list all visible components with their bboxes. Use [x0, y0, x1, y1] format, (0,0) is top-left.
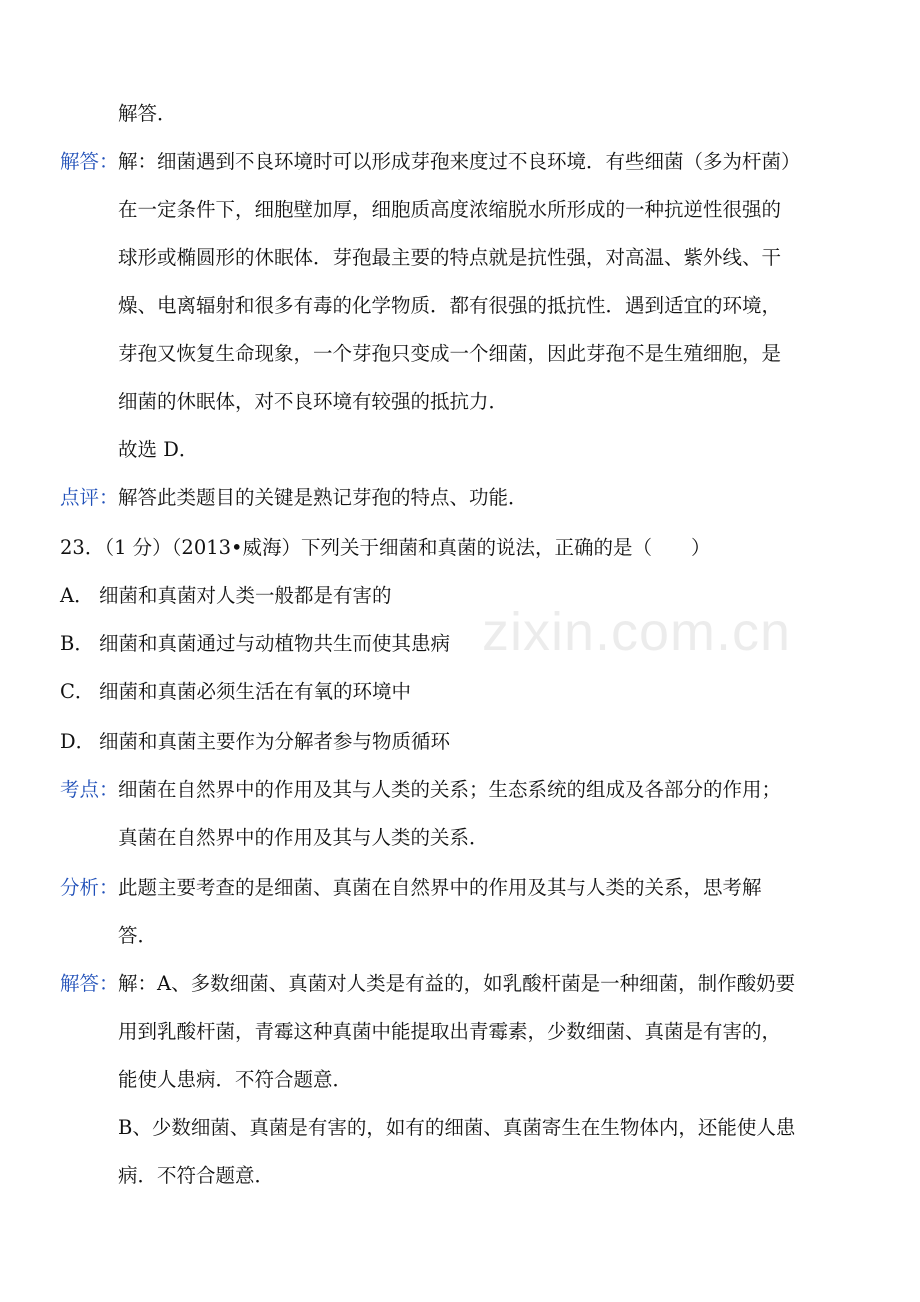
analysis-label: 分析： [60, 876, 119, 899]
answer-line: 用到乳酸杆菌，青霉这种真菌中能提取出青霉素，少数细菌、真菌是有害的， [118, 1020, 782, 1043]
answer-line: 能使人患病．不符合题意． [118, 1068, 353, 1091]
answer-choice: 故选 D． [118, 438, 199, 461]
point-line: 真菌在自然界中的作用及其与人类的关系． [118, 826, 489, 849]
answer-line: 芽孢又恢复生命现象，一个芽孢只变成一个细菌，因此芽孢不是生殖细胞，是 [118, 342, 782, 365]
answer-label: 解答： [60, 972, 119, 995]
analysis-tail: 解答． [118, 102, 177, 125]
option-letter: B． [60, 632, 94, 655]
option-letter: A． [60, 584, 94, 607]
option-b-text: 细菌和真菌通过与动植物共生而使其患病 [99, 632, 451, 655]
option-d-text: 细菌和真菌主要作为分解者参与物质循环 [99, 730, 451, 753]
option-c-text: 细菌和真菌必须生活在有氧的环境中 [99, 680, 412, 703]
answer-line: 解：A、多数细菌、真菌对人类是有益的，如乳酸杆菌是一种细菌，制作酸奶要 [118, 972, 796, 995]
option-a-text: 细菌和真菌对人类一般都是有害的 [99, 584, 392, 607]
analysis-line: 答． [118, 924, 158, 947]
analysis-line: 此题主要考查的是细菌、真菌在自然界中的作用及其与人类的关系，思考解 [118, 876, 762, 899]
option-letter: C． [60, 680, 95, 703]
question-stem: 23．（1 分）（2013•威海）下列关于细菌和真菌的说法，正确的是（ ） [60, 536, 711, 559]
answer-label: 解答： [60, 150, 119, 173]
answer-line: B、少数细菌、真菌是有害的，如有的细菌、真菌寄生在生物体内，还能使人患 [118, 1116, 796, 1139]
answer-line: 在一定条件下，细胞壁加厚，细胞质高度浓缩脱水所形成的一种抗逆性很强的 [118, 198, 782, 221]
answer-line: 燥、电离辐射和很多有毒的化学物质．都有很强的抵抗性．遇到适宜的环境， [118, 294, 782, 317]
answer-line: 病．不符合题意． [118, 1164, 275, 1187]
comment-label: 点评： [60, 486, 119, 509]
option-letter: D． [60, 730, 96, 753]
point-line: 细菌在自然界中的作用及其与人类的关系；生态系统的组成及各部分的作用； [118, 778, 782, 801]
watermark: zixin.com.cn [482, 602, 792, 662]
answer-line: 细菌的休眠体，对不良环境有较强的抵抗力． [118, 390, 509, 413]
answer-line: 球形或椭圆形的休眠体．芽孢最主要的特点就是抗性强，对高温、紫外线、干 [118, 246, 782, 269]
point-label: 考点： [60, 778, 119, 801]
comment-text: 解答此类题目的关键是熟记芽孢的特点、功能． [118, 486, 528, 509]
answer-line: 解：细菌遇到不良环境时可以形成芽孢来度过不良环境．有些细菌（多为杆菌） [118, 150, 801, 173]
